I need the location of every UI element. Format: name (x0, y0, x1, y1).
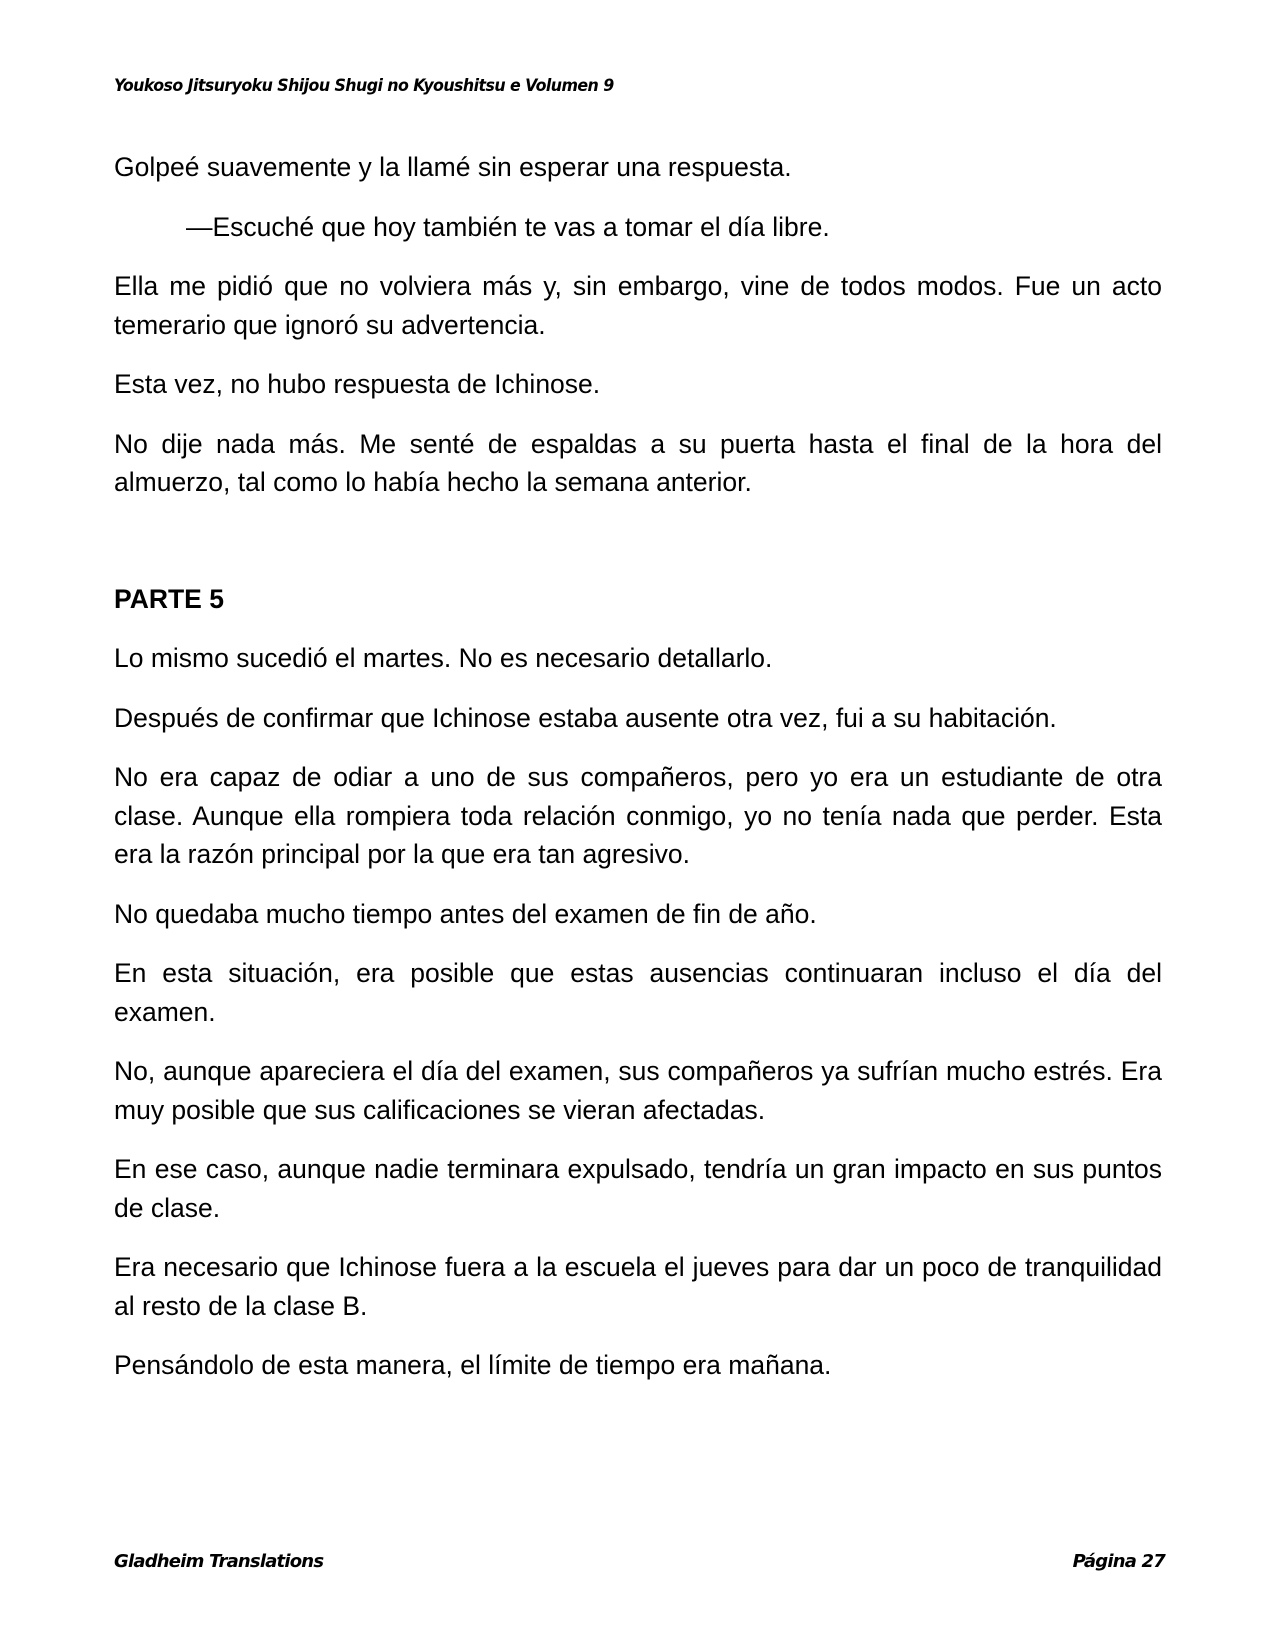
page-body (114, 148, 1162, 1406)
paragraph: Golpeé suavemente y la llamé sin esperar una respuesta. (114, 152, 792, 182)
running-footer (114, 1551, 1165, 1572)
paragraph: No era capaz de odiar a uno de sus compañeros, pero yo era un estudiante de otra clase. Aunque ella rompiera toda relación conmigo, yo no tenía nada que perder. Esta era la razón principal por la que era tan agresivo. (114, 762, 1162, 869)
page-number: Página 27 (1072, 1551, 1165, 1572)
paragraph: Después de confirmar que Ichinose estaba ausente otra vez, fui a su habitación. (114, 702, 1057, 733)
translator-credit: Gladheim Translations (114, 1551, 324, 1572)
section-heading: PARTE 5 (114, 583, 224, 614)
paragraph: Esta vez, no hubo respuesta de Ichinose. (114, 369, 601, 399)
paragraph: En ese caso, aunque nadie terminara expulsado, tendría un gran impacto en sus puntos de clase. (114, 1154, 1162, 1223)
section-gap (114, 523, 1162, 580)
dialogue-paragraph: —Escuché que hoy también te vas a tomar el día libre. (186, 211, 830, 242)
paragraph: Lo mismo sucedió el martes. No es necesario detallarlo. (114, 643, 773, 673)
paragraph: No, aunque apareciera el día del examen, sus compañeros ya sufrían mucho estrés. Era muy posible que sus calificaciones se vieran afectadas. (114, 1056, 1162, 1125)
paragraph: En esta situación, era posible que estas ausencias continuaran incluso el día del examen. (114, 958, 1162, 1027)
book-title: Youkoso Jitsuryoku Shijou Shugi no Kyoushitsu e Volumen 9 (114, 76, 614, 96)
paragraph: Ella me pidió que no volviera más y, sin embargo, vine de todos modos. Fue un acto temerario que ignoró su advertencia. (114, 271, 1162, 340)
paragraphs-after-section (114, 639, 1162, 1385)
paragraphs-before-section (114, 148, 1162, 502)
paragraph: Era necesario que Ichinose fuera a la escuela el jueves para dar un poco de tranquilidad al resto de la clase B. (114, 1252, 1162, 1321)
running-header (114, 76, 614, 96)
paragraph: No dije nada más. Me senté de espaldas a su puerta hasta el final de la hora del almuerzo, tal como lo había hecho la semana anterior. (114, 428, 1162, 497)
paragraph: Pensándolo de esta manera, el límite de tiempo era mañana. (114, 1350, 832, 1380)
paragraph: No quedaba mucho tiempo antes del examen de fin de año. (114, 898, 817, 929)
